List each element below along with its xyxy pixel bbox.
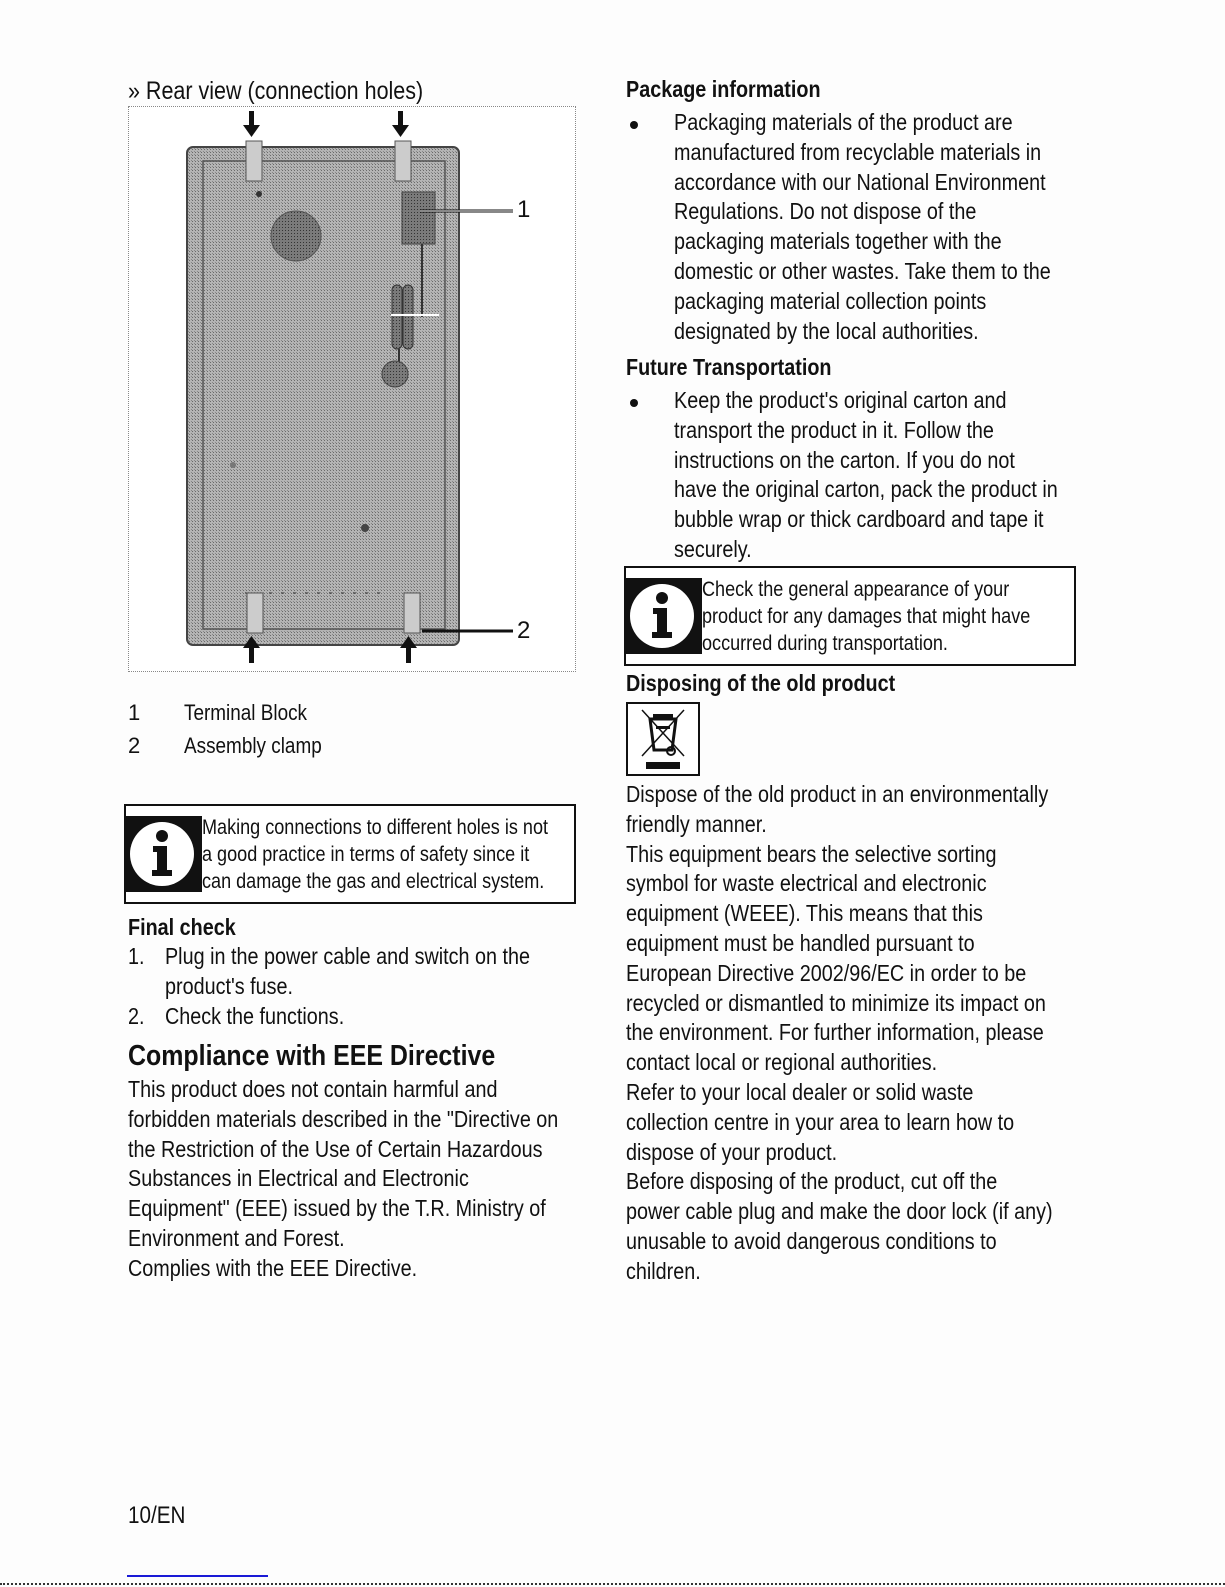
future-transport-heading: Future Transportation (626, 354, 832, 380)
step-1: 1. Plug in the power cable and switch on the product's fuse. (128, 943, 531, 999)
bullet-icon (630, 399, 638, 407)
bullet-icon (630, 121, 638, 129)
bullet-item: Keep the product's original carton and transport the product in it. Follow the instructions on the carton. If you do not have the original carton, pack the product in bubble wrap or thick cardboard and tape it securely. (626, 386, 1096, 565)
diagram-legend (128, 696, 588, 762)
footer-link-underline (127, 1575, 268, 1577)
step-2: 2. Check the functions. (128, 1002, 345, 1029)
oven-rear-view-illustration (129, 107, 575, 671)
info-note-connections: Making connections to different holes is not a good practice in terms of safety since it can damage the gas and electrical system. (124, 804, 576, 904)
package-info-heading: Package information (626, 76, 821, 102)
future-transport-section (626, 352, 1096, 565)
compliance-section (128, 1037, 628, 1284)
rear-view-diagram (128, 106, 576, 672)
arrow-down-icon (243, 111, 409, 137)
callout-2: 2 (517, 617, 531, 644)
legend-item: 1 Terminal Block (128, 700, 308, 725)
info-icon (626, 578, 702, 654)
left-column (128, 74, 593, 1281)
info-icon (126, 816, 202, 892)
page-bottom-divider (0, 1583, 1225, 1587)
weee-crossed-bin-icon (626, 702, 700, 776)
callout-1: 1 (517, 196, 531, 223)
compliance-text: This product does not contain harmful and forbidden materials described in the "Directive on the Restriction of the Use of Certain Hazardous Substances in Electrical and Electronic Equipment" (EEE) issued by the T.R. Ministry of Environment and Forest. Complies with the EEE Directive. (128, 1076, 559, 1281)
figure-title: » Rear view (connection holes) (128, 77, 424, 105)
compliance-heading: Compliance with EEE Directive (128, 1040, 496, 1072)
package-info-section (626, 74, 1096, 346)
legend-item: 2 Assembly clamp (128, 733, 322, 758)
page-number: 10/EN (128, 1502, 186, 1529)
final-check-heading: Final check (128, 914, 236, 940)
disposal-heading: Disposing of the old product (626, 670, 896, 696)
disposal-text: Dispose of the old product in an environmentally friendly manner. This equipment bears the selective sorting symbol for waste electrical and electronic equipment (WEEE). This means that this equipment must be handled pursuant to European Directive 2002/96/EC in order to be recycled or dismantled to minimize its impact on the environment. For further information, please contact local or regional authorities. Refer to your local dealer or solid waste collection centre in your area to learn how to dispose of your product. Before disposing of the product, cut off the power cable plug and make the door lock (if any) unusable to avoid dangerous conditions to children. (626, 781, 1053, 1284)
right-column (626, 74, 1096, 1284)
final-check-section (128, 912, 596, 1031)
disposal-section (626, 668, 1096, 1287)
info-note-transport: Check the general appearance of your product for any damages that might have occurred during transportation. (624, 566, 1076, 666)
bullet-item: Packaging materials of the product are manufactured from recyclable materials in accordance with our National Environment Regulations. Do not dispose of the packaging materials together with the domestic or other wastes. Take them to the packaging material collection points designated by the local authorities. (626, 108, 1096, 346)
